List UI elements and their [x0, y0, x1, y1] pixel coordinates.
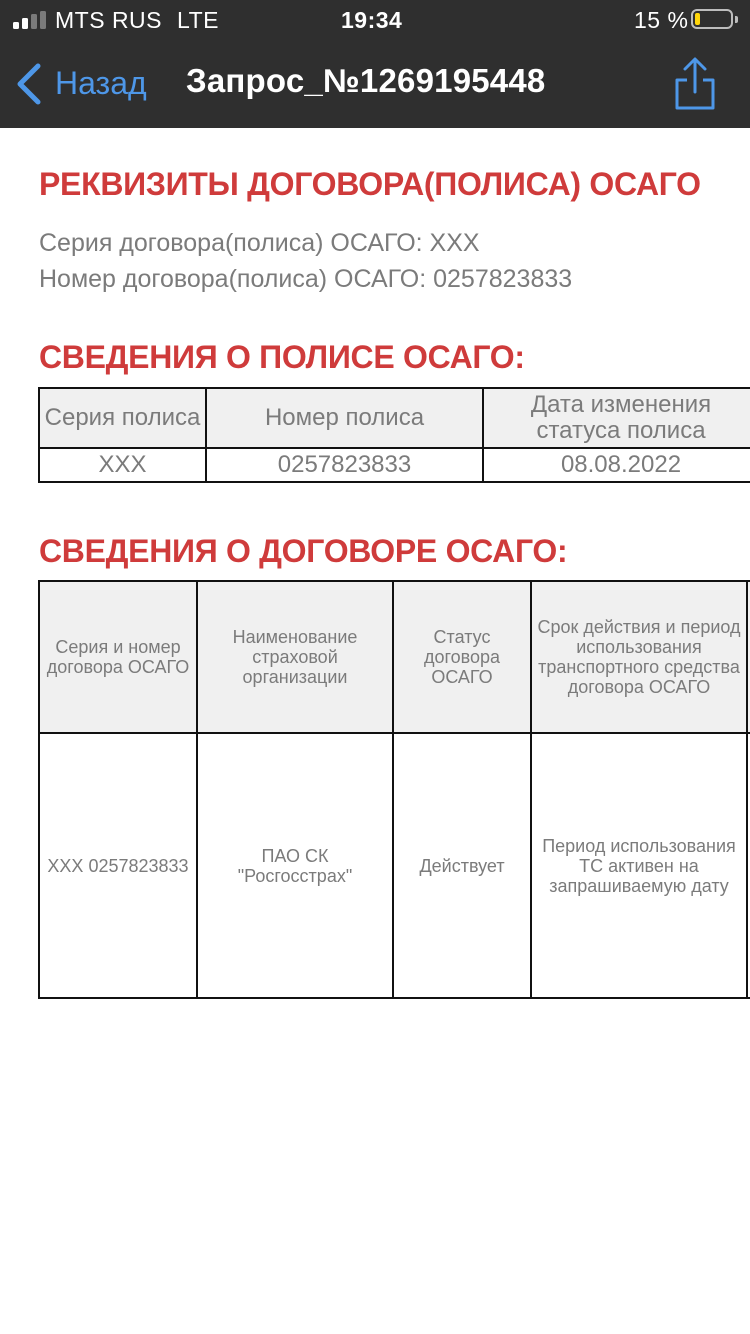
validity-period-cell: Период использования ТС активен на запрашиваемую дату [531, 733, 747, 998]
column-header-contract-number: Серия и номер договора ОСАГО [39, 581, 197, 733]
contract-info-table [38, 580, 750, 999]
back-button[interactable] [14, 58, 164, 108]
page-title: Запрос_№1269195448 [186, 62, 546, 99]
status-change-date-cell: 08.08.2022 [483, 448, 750, 482]
column-header-contract-status: Статус договора ОСАГО [393, 581, 531, 733]
battery-icon [691, 9, 733, 29]
contract-info-heading: СВЕДЕНИЯ О ДОГОВОРЕ ОСАГО: [39, 533, 568, 569]
column-header-insurer: Наименование страховой организации [197, 581, 393, 733]
column-header-policy-number: Номер полиса [206, 388, 483, 448]
policy-series-line: Серия договора(полиса) ОСАГО: ХХХ [39, 229, 480, 257]
clock: 19:34 [341, 7, 403, 33]
policy-series-cell: ХХХ [39, 448, 206, 482]
carrier-name: MTS RUS [55, 7, 162, 33]
table-row [39, 733, 750, 998]
battery-level-fill [695, 13, 700, 25]
contract-status-cell: Действует [393, 733, 531, 998]
column-header-status-change-date: Дата изменения статуса полиса [483, 388, 750, 448]
table-row [39, 448, 750, 482]
policy-number-cell: 0257823833 [206, 448, 483, 482]
policy-info-heading: СВЕДЕНИЯ О ПОЛИСЕ ОСАГО: [39, 339, 525, 375]
table-header-row [39, 388, 750, 448]
status-bar [0, 0, 750, 40]
chevron-left-icon [14, 62, 46, 106]
back-button-label: Назад [55, 65, 147, 101]
share-button[interactable] [670, 56, 720, 112]
share-icon [670, 56, 720, 112]
column-header-policy-series: Серия полиса [39, 388, 206, 448]
battery-percent: 15 % [634, 7, 689, 33]
policy-info-table [38, 387, 750, 483]
cellular-signal-icon [13, 11, 47, 29]
navigation-bar [0, 40, 750, 128]
column-header-validity-period: Срок действия и период использования транспортного средства договора ОСАГО [531, 581, 747, 733]
battery-cap [735, 16, 738, 23]
policy-number-line: Номер договора(полиса) ОСАГО: 0257823833 [39, 265, 573, 293]
network-type: LTE [177, 7, 219, 33]
insurer-cell: ПАО СК "Росгосстрах" [197, 733, 393, 998]
contract-number-cell: ХХХ 0257823833 [39, 733, 197, 998]
table-header-row [39, 581, 750, 733]
requisites-heading: РЕКВИЗИТЫ ДОГОВОРА(ПОЛИСА) ОСАГО [39, 166, 701, 202]
